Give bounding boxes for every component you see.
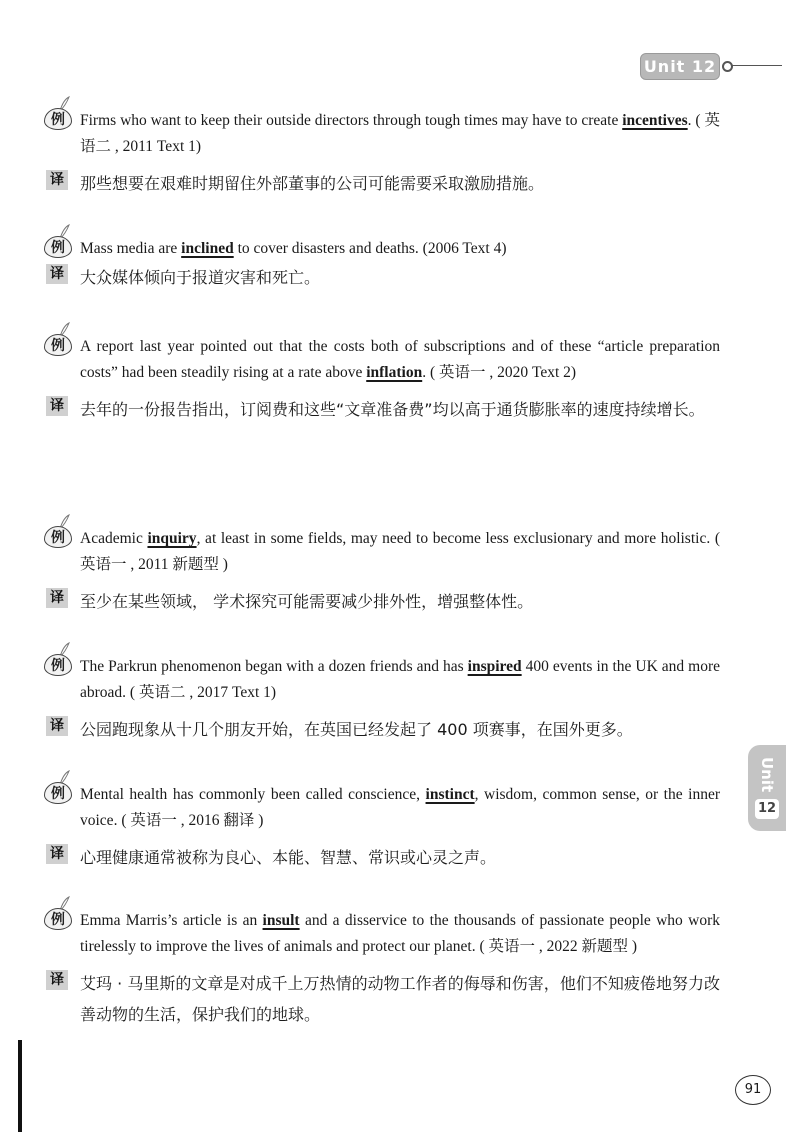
translation-text: 去年的一份报告指出，订阅费和这些“文章准备费”均以高于通货膨胀率的速度持续增长。 [80,400,705,419]
translation-row [44,262,720,293]
translation-row [44,394,720,425]
page-number: 91 [735,1075,771,1105]
translation-icon: 译 [46,396,68,416]
example-sentence: Firms who want to keep their outside directors through tough times may have to create incentives. ( 英语二 , 2011 Text 1) [80,112,720,155]
example-sentence: Mental health has commonly been called conscience, instinct, wisdom, common sense, or the inner voice. ( 英语一 , 2016 翻译 ) [80,786,720,829]
unit-badge: Unit 12 [640,53,720,80]
example-block [44,654,720,745]
translation-row [44,714,720,745]
example-sentence: The Parkrun phenomenon began with a dozen friends and has inspired 400 events in the UK and more abroad. ( 英语二 , 2017 Text 1) [80,658,720,701]
translation-row [44,168,720,199]
example-block [44,908,720,1030]
example-sentence: Emma Marris’s article is an insult and a disservice to the thousands of passionate people who work tirelessly to improve the lives of animals and protect our planet. ( 英语一 , 2022 新题型 ) [80,912,720,955]
example-icon: 例 [44,108,72,130]
keyword: inclined [181,240,234,257]
translation-row [44,842,720,873]
keyword: insult [262,912,300,929]
translation-text: 大众媒体倾向于报道灾害和死亡。 [80,268,321,287]
translation-icon: 译 [46,970,68,990]
example-icon: 例 [44,526,72,548]
translation-text: 艾玛 · 马里斯的文章是对成千上万热情的动物工作者的侮辱和伤害，他们不知疲倦地努力改善动物的生活，保护我们的地球。 [80,974,720,1024]
example-block [44,108,720,199]
example-sentence: Mass media are inclined to cover disasters and deaths. (2006 Text 4) [80,240,507,257]
side-tab-word: Unit [758,757,776,793]
translation-row [44,968,720,1030]
translation-icon: 译 [46,716,68,736]
margin-bar [18,1040,22,1132]
example-icon: 例 [44,236,72,258]
example-sentence: A report last year pointed out that the costs both of subscriptions and of these “article preparation costs” had been steadily rising at a rate above inflation. ( 英语一 , 2020 Text 2) [80,338,720,381]
example-icon: 例 [44,908,72,930]
example-block [44,526,720,617]
example-sentence: Academic inquiry, at least in some fields, may need to become less exclusionary and more holistic. ( 英语一 , 2011 新题型 ) [80,530,720,573]
example-icon: 例 [44,782,72,804]
translation-text: 心理健康通常被称为良心、本能、智慧、常识或心灵之声。 [80,848,497,867]
side-tab-number: 12 [755,799,779,819]
header-rule [732,65,782,66]
example-block [44,236,720,293]
keyword: inflation [366,364,423,381]
example-icon: 例 [44,654,72,676]
keyword: instinct [425,786,475,803]
translation-icon: 译 [46,264,68,284]
example-block [44,782,720,873]
keyword: incentives [622,112,688,129]
example-block [44,334,720,425]
translation-row [44,586,720,617]
translation-icon: 译 [46,170,68,190]
keyword: inspired [467,658,522,675]
header-dot-icon [722,61,733,72]
unit-side-tab [748,745,786,831]
translation-icon: 译 [46,588,68,608]
translation-text: 公园跑现象从十几个朋友开始，在英国已经发起了 400 项赛事，在国外更多。 [80,720,633,739]
translation-text: 那些想要在艰难时期留住外部董事的公司可能需要采取激励措施。 [80,174,545,193]
keyword: inquiry [147,530,197,547]
translation-text: 至少在某些领域， 学术探究可能需要减少排外性，增强整体性。 [80,592,534,611]
translation-icon: 译 [46,844,68,864]
example-icon: 例 [44,334,72,356]
